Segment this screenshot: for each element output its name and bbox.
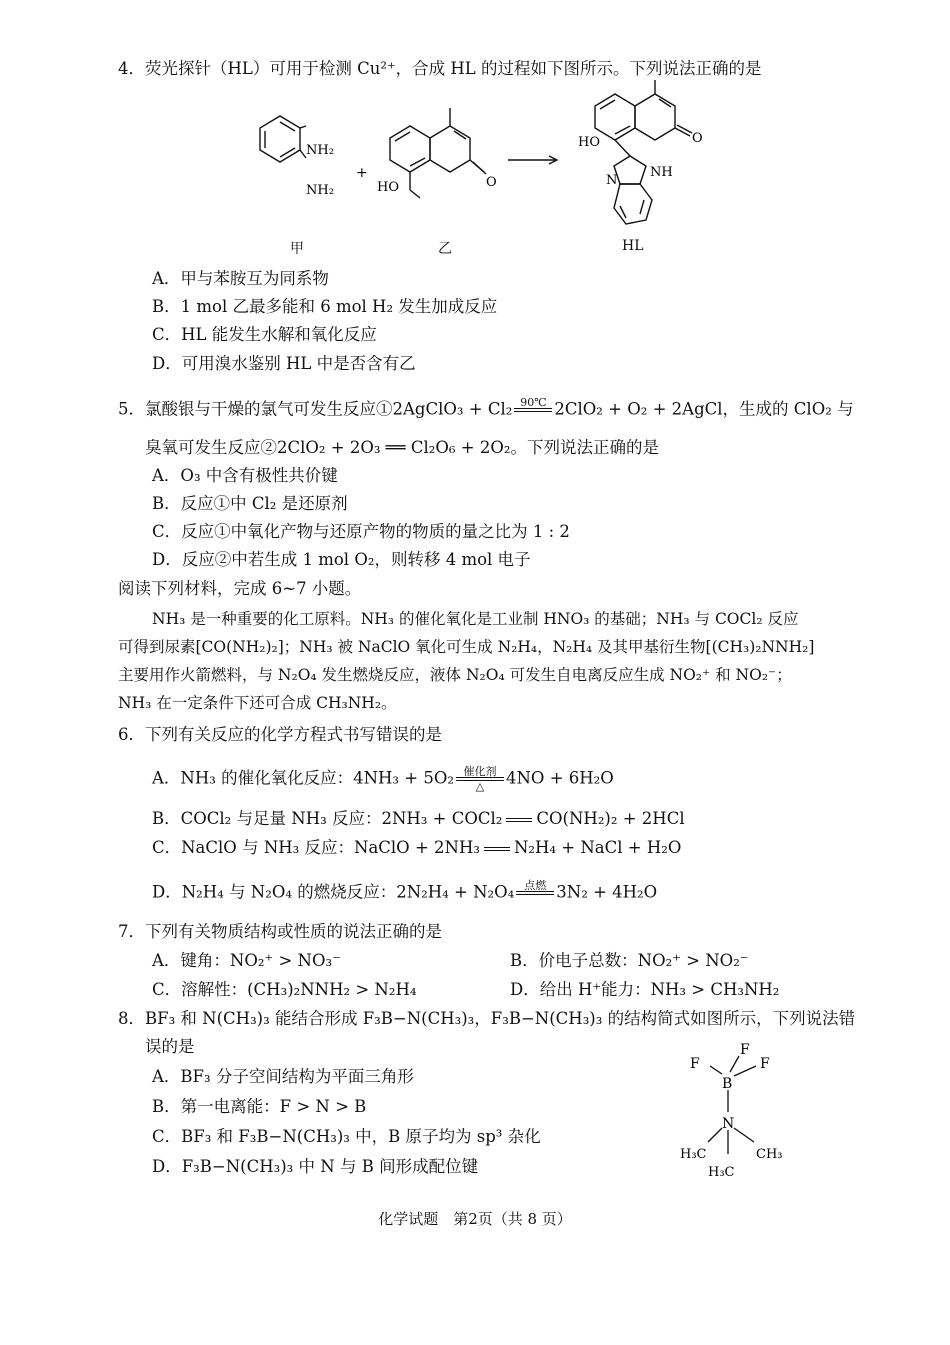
q5-option-d: D．反应②中若生成 1 mol O₂，则转移 4 mol 电子 <box>152 550 531 569</box>
q7-option-c: C．溶解性：(CH₃)₂NNH₂ > N₂H₄ <box>152 980 417 999</box>
fluorine-label-2: F <box>740 1042 750 1058</box>
q8-option-d: D．F₃B−N(CH₃)₃ 中 N 与 B 间形成配位键 <box>152 1157 479 1176</box>
methyl-label-bottom: H₃C <box>708 1165 735 1180</box>
mol-label-yi: 乙 <box>438 241 452 257</box>
f3b-nme3-structure <box>672 1036 812 1186</box>
page-footer: 化学试题 第2页（共 8 页） <box>378 1210 572 1228</box>
q7-option-b: B．价电子总数：NO₂⁺ > NO₂⁻ <box>510 951 749 970</box>
q8-option-b: B．第一电离能：F > N > B <box>152 1097 367 1116</box>
fluorine-label-1: F <box>690 1056 700 1072</box>
q5-stem-line2: 臭氧可发生反应②2ClO₂ + 2O₃ ══ Cl₂O₆ + 2O₂。下列说法正确的是 <box>145 438 659 457</box>
methyl-label-left: H₃C <box>680 1147 707 1162</box>
q6-option-c <box>152 837 681 859</box>
q4-option-b: B．1 mol 乙最多能和 6 mol H₂ 发生加成反应 <box>152 297 498 316</box>
q4-option-c: C．HL 能发生水解和氧化反应 <box>152 325 377 344</box>
q6-b-equals <box>506 818 532 822</box>
methyl-label-right: CH₃ <box>756 1147 783 1162</box>
mol-label-hl: HL <box>622 238 644 254</box>
q8-option-a: A．BF₃ 分子空间结构为平面三角形 <box>152 1067 414 1086</box>
q4-option-a: A．甲与苯胺互为同系物 <box>152 269 329 288</box>
nitrogen-label: N <box>722 1116 735 1132</box>
q6-option-d <box>152 880 657 906</box>
q6-option-a <box>152 766 614 792</box>
q5-stem-line1 <box>118 397 854 423</box>
q6-a-right: 4NO + 6H₂O <box>506 768 614 788</box>
n-label-hl: N <box>606 173 618 188</box>
q6-d-right: 3N₂ + 4H₂O <box>556 882 658 902</box>
passage-line-2: 可得到尿素[CO(NH₂)₂]；NH₃ 被 NaClO 氧化可生成 N₂H₄，N₂H₄ 及其甲基衍生物[(CH₃)₂NNH₂] <box>118 638 815 656</box>
fluorine-label-3: F <box>760 1056 770 1072</box>
q6-b-right: CO(NH₂)₂ + 2HCl <box>536 809 685 828</box>
o-label-b: O <box>486 175 497 190</box>
o-label-hl: O <box>692 131 703 146</box>
q5-condition: 90℃ <box>520 396 547 409</box>
nh2-label-b: NH₂ <box>306 183 334 198</box>
ho-label-b: HO <box>377 180 399 195</box>
q8-stem-line2: 误的是 <box>145 1037 195 1056</box>
reading-intro: 阅读下列材料，完成 6~7 小题。 <box>118 579 362 598</box>
q5-stem-b: 2ClO₂ + O₂ + 2AgCl，生成的 ClO₂ 与 <box>554 399 854 419</box>
nh2-label-a: NH₂ <box>306 143 334 158</box>
q7-stem: 7．下列有关物质结构或性质的说法正确的是 <box>118 922 442 941</box>
q6-b-left: B．COCl₂ 与足量 NH₃ 反应：2NH₃ + COCl₂ <box>152 809 503 828</box>
plus-sign: + <box>356 165 368 181</box>
q4-option-d: D．可用溴水鉴别 HL 中是否含有乙 <box>152 354 416 373</box>
q6-a-heat: △ <box>475 780 485 793</box>
q5-stem-a: 5．氯酸银与干燥的氯气可发生反应①2AgClO₃ + Cl₂ <box>118 399 513 419</box>
boron-label: B <box>722 1076 733 1092</box>
q6-d-ignite: 点燃 <box>524 879 547 892</box>
q6-a-catalyst: 催化剂 <box>463 765 497 778</box>
q6-c-right: N₂H₄ + NaCl + H₂O <box>513 838 682 857</box>
q6-option-b <box>152 808 685 830</box>
q6-c-left: C．NaClO 与 NH₃ 反应：NaClO + 2NH₃ <box>152 838 480 857</box>
q4-reaction-scheme <box>0 0 950 240</box>
q5-option-b: B．反应①中 Cl₂ 是还原剂 <box>152 494 348 513</box>
passage-line-3: 主要用作火箭燃料，与 N₂O₄ 发生燃烧反应，液体 N₂O₄ 可发生自电离反应生成 NO₂⁺ 和 NO₂⁻； <box>118 666 792 684</box>
q5-option-a: A．O₃ 中含有极性共价键 <box>152 466 338 485</box>
q7-option-a: A．键角：NO₂⁺ > NO₃⁻ <box>152 951 341 970</box>
nh-label-hl: NH <box>650 165 673 180</box>
q6-a-left: A．NH₃ 的催化氧化反应：4NH₃ + 5O₂ <box>152 768 454 788</box>
q7-option-d: D．给出 H⁺能力：NH₃ > CH₃NH₂ <box>510 980 780 999</box>
q8-stem-line1: 8．BF₃ 和 N(CH₃)₃ 能结合形成 F₃B−N(CH₃)₃，F₃B−N(CH₃)₃ 的结构简式如图所示，下列说法错 <box>118 1009 856 1028</box>
q5-condition-arrow <box>514 397 552 423</box>
q6-d-arrow <box>516 880 554 906</box>
q8-option-c: C．BF₃ 和 F₃B−N(CH₃)₃ 中，B 原子均为 sp³ 杂化 <box>152 1127 541 1146</box>
passage-line-1: NH₃ 是一种重要的化工原料。NH₃ 的催化氧化是工业制 HNO₃ 的基础；NH₃ 与 COCl₂ 反应 <box>152 610 799 628</box>
q5-option-c: C．反应①中氧化产物与还原产物的物质的量之比为 1 : 2 <box>152 522 570 541</box>
q4-stem: 4．荧光探针（HL）可用于检测 Cu²⁺，合成 HL 的过程如下图所示。下列说法正确的是 <box>118 59 762 78</box>
mol-label-jia: 甲 <box>290 241 304 257</box>
q6-a-arrow <box>456 766 504 792</box>
q6-d-left: D．N₂H₄ 与 N₂O₄ 的燃烧反应：2N₂H₄ + N₂O₄ <box>152 882 515 902</box>
passage-line-4: NH₃ 在一定条件下还可合成 CH₃NH₂。 <box>118 694 397 712</box>
q6-c-equals <box>484 847 510 851</box>
q6-stem: 6．下列有关反应的化学方程式书写错误的是 <box>118 725 442 744</box>
ho-label-hl: HO <box>578 135 600 150</box>
